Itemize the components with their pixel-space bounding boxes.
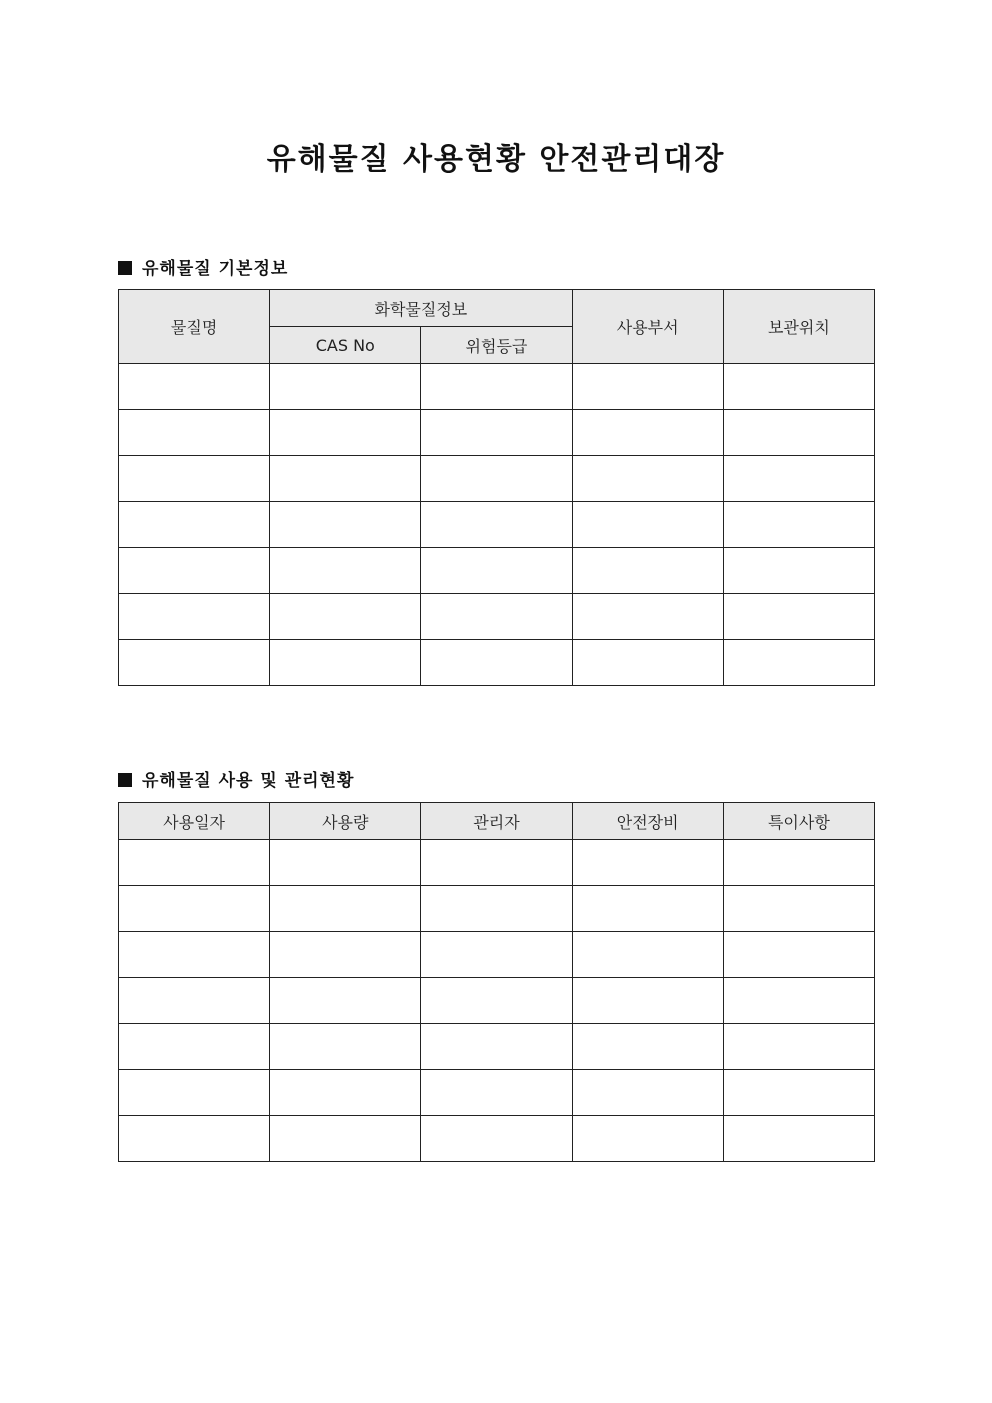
table-row	[119, 886, 875, 932]
section-heading-usage	[118, 766, 354, 791]
table-cell[interactable]	[572, 978, 723, 1024]
table-cell[interactable]	[421, 640, 572, 686]
table-cell[interactable]	[119, 364, 270, 410]
table-row	[119, 1116, 875, 1162]
table-cell[interactable]	[572, 640, 723, 686]
table-cell[interactable]	[723, 1024, 874, 1070]
table-cell[interactable]	[572, 364, 723, 410]
table-cell[interactable]	[572, 1024, 723, 1070]
header-usage-date: 사용일자	[119, 803, 270, 840]
header-usage-amount: 사용량	[270, 803, 421, 840]
header-department: 사용부서	[572, 290, 723, 364]
table-row	[119, 456, 875, 502]
table-cell[interactable]	[119, 886, 270, 932]
table-cell[interactable]	[572, 886, 723, 932]
table-cell[interactable]	[421, 1070, 572, 1116]
table-cell[interactable]	[119, 978, 270, 1024]
table-cell[interactable]	[572, 502, 723, 548]
table-cell[interactable]	[572, 548, 723, 594]
table-cell[interactable]	[723, 594, 874, 640]
table-row	[119, 548, 875, 594]
table-cell[interactable]	[572, 594, 723, 640]
table-cell[interactable]	[421, 548, 572, 594]
table-cell[interactable]	[421, 886, 572, 932]
header-hazard-grade: 위험등급	[421, 327, 572, 364]
table-cell[interactable]	[270, 456, 421, 502]
table-cell[interactable]	[119, 932, 270, 978]
table-cell[interactable]	[572, 456, 723, 502]
header-chemical-info: 화학물질정보	[270, 290, 572, 327]
table-cell[interactable]	[119, 840, 270, 886]
header-remarks: 특이사항	[723, 803, 874, 840]
section-heading-text: 유해물질 기본정보	[142, 259, 289, 279]
table-row	[119, 1024, 875, 1070]
table-cell[interactable]	[572, 932, 723, 978]
table-cell[interactable]	[723, 548, 874, 594]
table-cell[interactable]	[572, 410, 723, 456]
table-row	[119, 364, 875, 410]
table-cell[interactable]	[723, 502, 874, 548]
table-cell[interactable]	[723, 1070, 874, 1116]
table-cell[interactable]	[421, 932, 572, 978]
header-material-name: 물질명	[119, 290, 270, 364]
table-cell[interactable]	[723, 1116, 874, 1162]
table-cell[interactable]	[421, 410, 572, 456]
table-cell[interactable]	[421, 502, 572, 548]
table-row	[119, 1070, 875, 1116]
table-cell[interactable]	[270, 410, 421, 456]
table-row	[119, 932, 875, 978]
table-row	[119, 594, 875, 640]
square-bullet-icon	[118, 261, 132, 275]
table-cell[interactable]	[119, 410, 270, 456]
table-cell[interactable]	[270, 978, 421, 1024]
basic-info-table	[118, 289, 875, 686]
table-cell[interactable]	[119, 1116, 270, 1162]
table-cell[interactable]	[119, 1070, 270, 1116]
table-cell[interactable]	[572, 1070, 723, 1116]
table-row	[119, 640, 875, 686]
table-cell[interactable]	[270, 594, 421, 640]
header-safety-equipment: 안전장비	[572, 803, 723, 840]
table-cell[interactable]	[723, 640, 874, 686]
table-cell[interactable]	[421, 1116, 572, 1162]
header-cas-no: CAS No	[270, 327, 421, 364]
table-cell[interactable]	[723, 978, 874, 1024]
table-cell[interactable]	[723, 932, 874, 978]
table-cell[interactable]	[270, 1024, 421, 1070]
square-bullet-icon	[118, 773, 132, 787]
table-cell[interactable]	[572, 1116, 723, 1162]
table-cell[interactable]	[270, 364, 421, 410]
table-cell[interactable]	[572, 840, 723, 886]
table-cell[interactable]	[421, 978, 572, 1024]
table-row	[119, 410, 875, 456]
table-cell[interactable]	[119, 640, 270, 686]
table-cell[interactable]	[421, 364, 572, 410]
table-cell[interactable]	[723, 456, 874, 502]
table-cell[interactable]	[723, 886, 874, 932]
table-cell[interactable]	[270, 886, 421, 932]
section-heading-basic-info	[118, 254, 288, 279]
table-cell[interactable]	[421, 594, 572, 640]
table-cell[interactable]	[270, 840, 421, 886]
table-cell[interactable]	[421, 456, 572, 502]
table-cell[interactable]	[119, 548, 270, 594]
table-cell[interactable]	[421, 840, 572, 886]
table-cell[interactable]	[270, 932, 421, 978]
table-row	[119, 978, 875, 1024]
table-cell[interactable]	[723, 410, 874, 456]
table-cell[interactable]	[723, 364, 874, 410]
table-cell[interactable]	[270, 640, 421, 686]
table-cell[interactable]	[119, 502, 270, 548]
table-cell[interactable]	[270, 548, 421, 594]
header-storage-location: 보관위치	[723, 290, 874, 364]
table-cell[interactable]	[421, 1024, 572, 1070]
usage-management-table	[118, 802, 875, 1162]
usage-management-table-body	[119, 840, 875, 1162]
table-cell[interactable]	[270, 502, 421, 548]
table-cell[interactable]	[119, 1024, 270, 1070]
table-cell[interactable]	[270, 1070, 421, 1116]
section-heading-text: 유해물질 사용 및 관리현황	[142, 771, 355, 791]
basic-info-table-body	[119, 364, 875, 686]
table-cell[interactable]	[119, 594, 270, 640]
table-row	[119, 502, 875, 548]
table-cell[interactable]	[119, 456, 270, 502]
table-cell[interactable]	[723, 840, 874, 886]
table-row	[119, 840, 875, 886]
header-manager: 관리자	[421, 803, 572, 840]
table-cell[interactable]	[270, 1116, 421, 1162]
page-title: 유해물질 사용현황 안전관리대장	[266, 142, 726, 177]
